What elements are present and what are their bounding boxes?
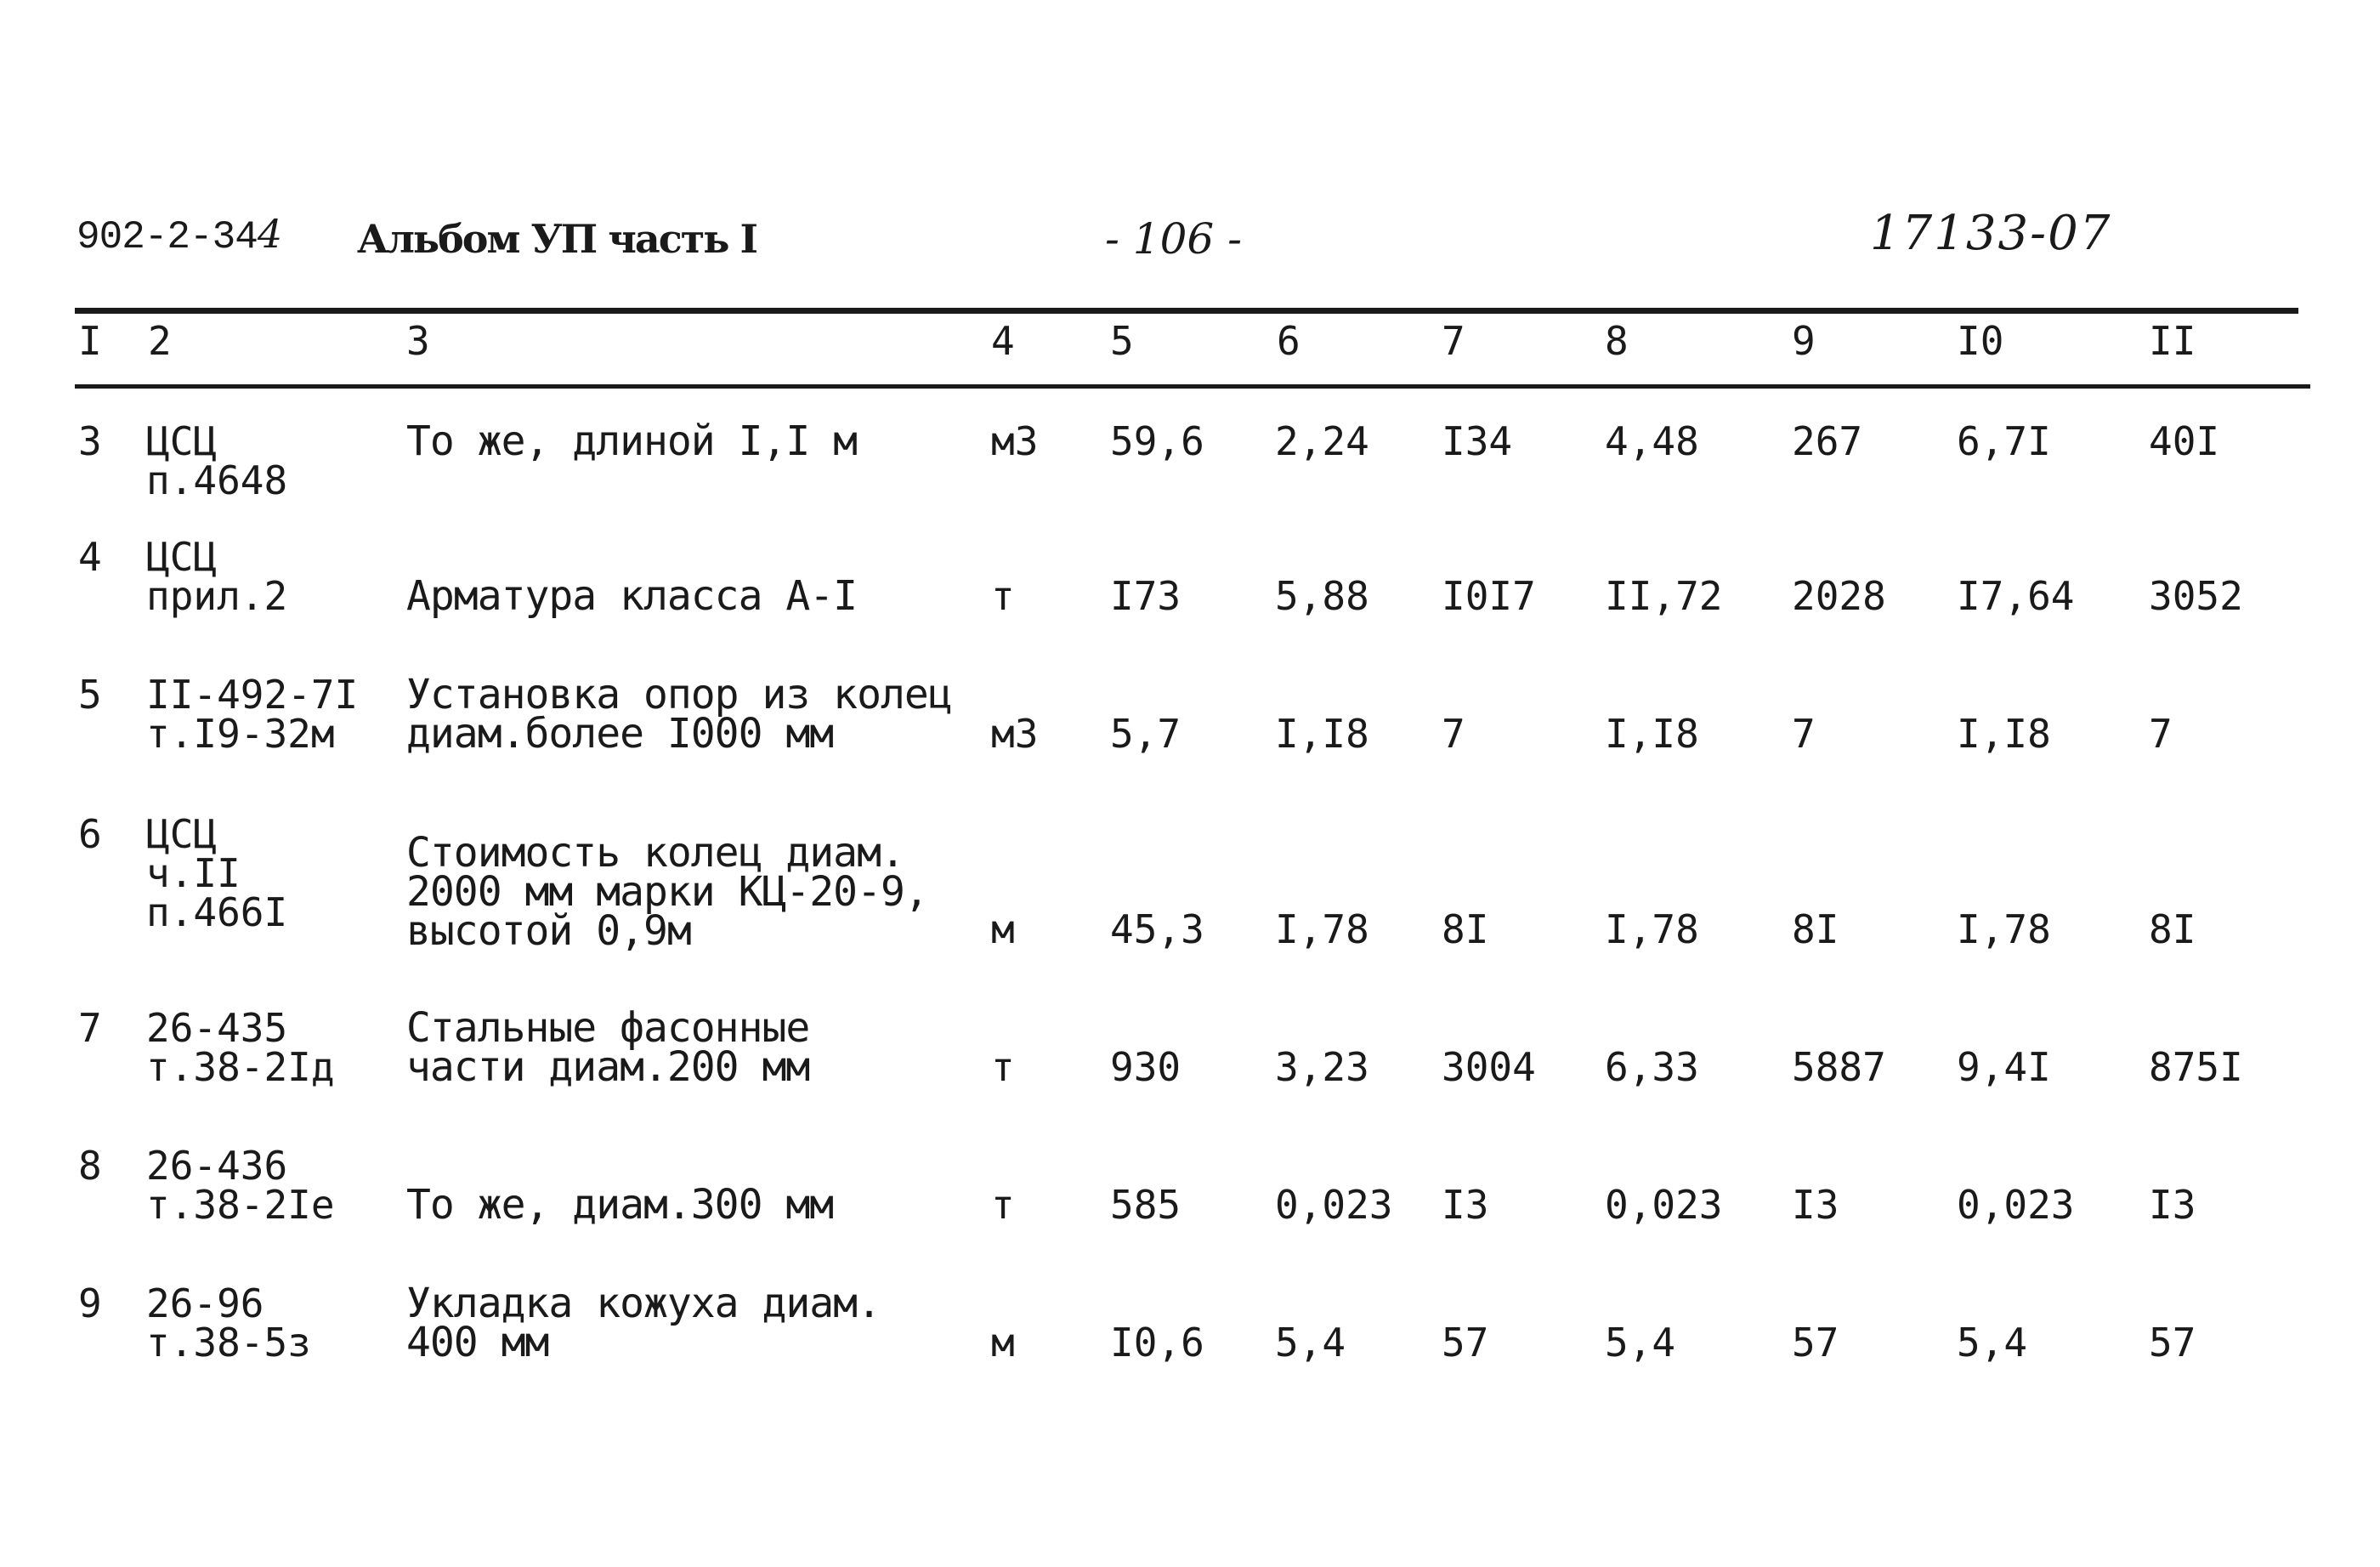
row-6-reference: 26-436 т.38-2Iе xyxy=(146,1143,335,1228)
row-1-col6: 2,24 xyxy=(1275,418,1369,464)
row-5-col8: 6,33 xyxy=(1605,1044,1699,1090)
row-5-col11: 875I xyxy=(2149,1044,2243,1090)
header-bottom-rule xyxy=(75,384,2310,389)
row-7-col10: 5,4 xyxy=(1957,1320,2028,1365)
row-1-unit: м3 xyxy=(991,418,1039,464)
row-2-col5: I73 xyxy=(1110,573,1182,619)
row-1-description: То же, длиной I,I м xyxy=(406,417,858,465)
document-number: 17133-07 xyxy=(1870,206,2112,261)
row-1-number: 3 xyxy=(78,418,102,464)
row-7-col11: 57 xyxy=(2149,1320,2196,1365)
row-4-number: 6 xyxy=(78,811,102,857)
row-3-col5: 5,7 xyxy=(1110,711,1182,757)
col-header-7: 7 xyxy=(1442,318,1465,364)
row-4-col6: I,78 xyxy=(1275,906,1369,952)
row-2-col9: 2028 xyxy=(1792,573,1886,619)
album-label: Альбом УП часть I xyxy=(357,216,756,262)
project-code-handwritten: 4 xyxy=(257,211,282,257)
row-5-unit: т xyxy=(991,1044,1015,1090)
row-2-reference: ЦСЦ прил.2 xyxy=(146,534,288,619)
row-2-number: 4 xyxy=(78,534,102,580)
row-4-col7: 8I xyxy=(1442,906,1489,952)
col-header-5: 5 xyxy=(1110,318,1134,364)
project-code-printed: 902-2-34 xyxy=(76,215,258,259)
row-6-col5: 585 xyxy=(1110,1182,1182,1228)
row-4-reference: ЦСЦ ч.II п.466I xyxy=(146,811,288,935)
row-3-col10: I,I8 xyxy=(1957,711,2051,757)
row-7-col5: I0,6 xyxy=(1110,1320,1204,1365)
row-2-col10: I7,64 xyxy=(1957,573,2075,619)
row-4-col11: 8I xyxy=(2149,906,2196,952)
col-header-10: I0 xyxy=(1957,318,2004,364)
row-4-description: Стоимость колец диам. 2000 мм марки КЦ-20-9, высотой 0,9м xyxy=(406,829,928,955)
row-2-col11: 3052 xyxy=(2149,573,2243,619)
col-header-6: 6 xyxy=(1277,318,1300,364)
row-4-col5: 45,3 xyxy=(1110,906,1204,952)
row-3-col9: 7 xyxy=(1792,711,1816,757)
row-7-col7: 57 xyxy=(1442,1320,1489,1365)
row-6-description: То же, диам.300 мм xyxy=(406,1181,834,1229)
row-7-col9: 57 xyxy=(1792,1320,1839,1365)
row-3-unit: м3 xyxy=(991,711,1039,757)
row-7-reference: 26-96 т.38-5з xyxy=(146,1280,311,1365)
row-7-col6: 5,4 xyxy=(1275,1320,1346,1365)
row-2-unit: т xyxy=(991,573,1015,619)
row-5-col7: 3004 xyxy=(1442,1044,1536,1090)
row-6-col9: I3 xyxy=(1792,1182,1839,1228)
row-6-number: 8 xyxy=(78,1143,102,1189)
row-2-col7: I0I7 xyxy=(1442,573,1536,619)
col-header-9: 9 xyxy=(1792,318,1816,364)
row-3-description: Установка опор из колец диам.более I000 мм xyxy=(406,671,952,758)
row-1-col9: 267 xyxy=(1792,418,1863,464)
row-2-description: Арматура класса А-I xyxy=(406,572,858,620)
col-header-4: 4 xyxy=(991,318,1015,364)
row-7-col8: 5,4 xyxy=(1605,1320,1676,1365)
row-5-col6: 3,23 xyxy=(1275,1044,1369,1090)
row-4-col10: I,78 xyxy=(1957,906,2051,952)
row-3-reference: II-492-7I т.I9-32м xyxy=(146,672,359,757)
row-6-col8: 0,023 xyxy=(1605,1182,1723,1228)
row-1-col5: 59,6 xyxy=(1110,418,1204,464)
col-header-2: 2 xyxy=(148,318,172,364)
col-header-1: I xyxy=(78,318,102,364)
row-6-unit: т xyxy=(991,1182,1015,1228)
row-2-col6: 5,88 xyxy=(1275,573,1369,619)
row-4-col9: 8I xyxy=(1792,906,1839,952)
row-1-col10: 6,7I xyxy=(1957,418,2051,464)
row-3-col7: 7 xyxy=(1442,711,1465,757)
col-header-3: 3 xyxy=(406,318,430,364)
row-3-number: 5 xyxy=(78,672,102,718)
row-4-col8: I,78 xyxy=(1605,906,1699,952)
row-6-col6: 0,023 xyxy=(1275,1182,1393,1228)
row-1-reference: ЦСЦ п.4648 xyxy=(146,418,288,503)
row-1-col8: 4,48 xyxy=(1605,418,1699,464)
row-1-col11: 40I xyxy=(2149,418,2220,464)
row-6-col7: I3 xyxy=(1442,1182,1489,1228)
col-header-11: II xyxy=(2149,318,2196,364)
col-header-8: 8 xyxy=(1605,318,1629,364)
row-7-number: 9 xyxy=(78,1280,102,1326)
row-4-unit: м xyxy=(991,906,1015,952)
row-6-col11: I3 xyxy=(2149,1182,2196,1228)
row-5-description: Стальные фасонные части диам.200 мм xyxy=(406,1004,810,1091)
row-1-col7: I34 xyxy=(1442,418,1513,464)
row-3-col6: I,I8 xyxy=(1275,711,1369,757)
page-number: - 106 - xyxy=(1105,214,1243,264)
row-6-col10: 0,023 xyxy=(1957,1182,2075,1228)
row-5-col9: 5887 xyxy=(1792,1044,1886,1090)
row-3-col11: 7 xyxy=(2149,711,2173,757)
row-7-unit: м xyxy=(991,1320,1015,1365)
row-3-col8: I,I8 xyxy=(1605,711,1699,757)
row-7-description: Укладка кожуха диам. 400 мм xyxy=(406,1280,881,1366)
row-5-reference: 26-435 т.38-2Iд xyxy=(146,1005,335,1090)
row-5-col10: 9,4I xyxy=(1957,1044,2051,1090)
row-2-col8: II,72 xyxy=(1605,573,1723,619)
row-5-col5: 930 xyxy=(1110,1044,1182,1090)
table-top-rule xyxy=(75,308,2298,314)
project-code xyxy=(76,211,281,259)
row-5-number: 7 xyxy=(78,1005,102,1051)
